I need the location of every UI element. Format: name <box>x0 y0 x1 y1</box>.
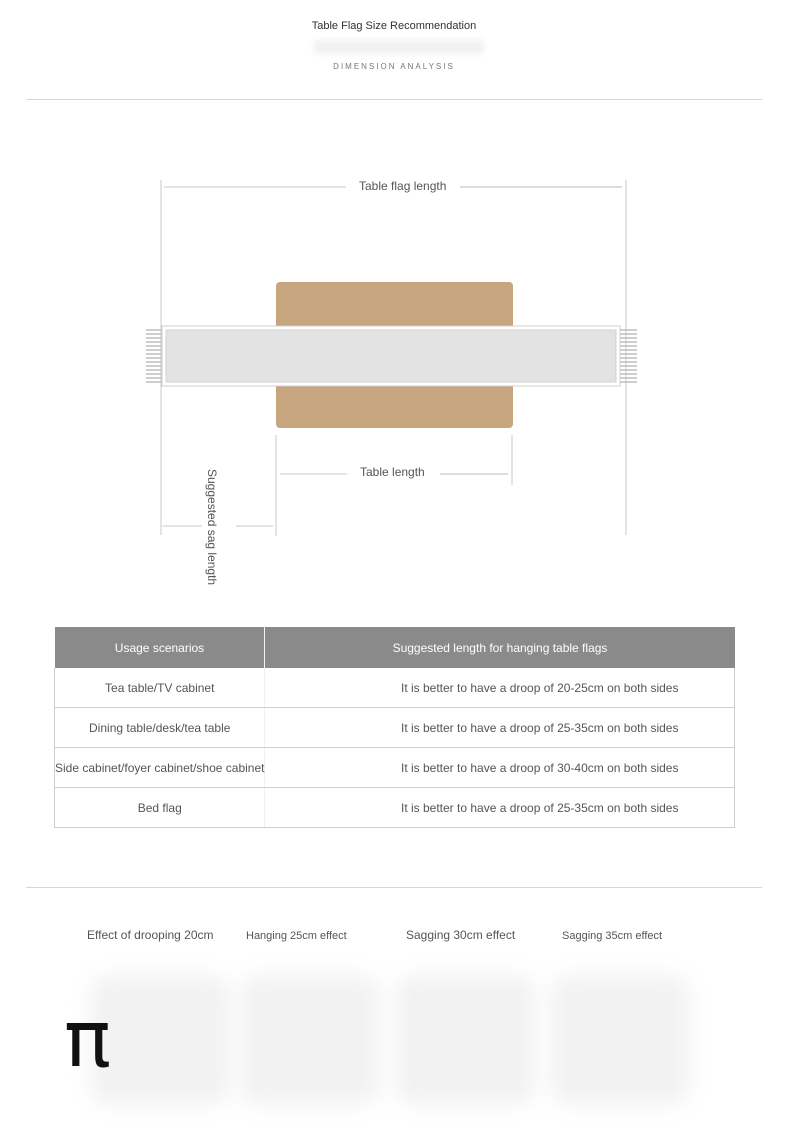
table-row <box>55 748 735 788</box>
scenario-cell: Bed flag <box>55 788 265 828</box>
bottom-divider <box>26 887 762 888</box>
suggestion-cell: It is better to have a droop of 30-40cm on both sides <box>265 748 735 788</box>
flag-length-label: Table flag length <box>359 179 447 193</box>
pi-logo-icon: π <box>64 995 111 1085</box>
header-suggested-length: Suggested length for hanging table flags <box>265 627 735 668</box>
page-title: Table Flag Size Recommendation <box>311 20 477 32</box>
table-length-label: Table length <box>360 465 425 479</box>
effect-30cm-label: Sagging 30cm effect <box>406 928 516 942</box>
header-usage-scenarios: Usage scenarios <box>55 627 265 668</box>
suggestion-cell: It is better to have a droop of 25-35cm on both sides <box>265 708 735 748</box>
usage-table <box>54 627 735 828</box>
table-row <box>55 668 735 708</box>
suggestion-cell: It is better to have a droop of 25-35cm on both sides <box>265 788 735 828</box>
effect-20cm-label: Effect of drooping 20cm <box>87 928 214 942</box>
scenario-cell: Dining table/desk/tea table <box>55 708 265 748</box>
flag-inner <box>166 330 616 382</box>
scenario-cell: Side cabinet/foyer cabinet/shoe cabinet <box>55 748 265 788</box>
right-fringe <box>619 330 637 382</box>
table-header-row <box>55 627 735 668</box>
effect-25cm-label: Hanging 25cm effect <box>246 930 347 942</box>
page-subtitle: DIMENSION ANALYSIS <box>333 62 455 71</box>
effect-20cm-photo <box>90 975 230 1105</box>
suggestion-cell: It is better to have a droop of 20-25cm on both sides <box>265 668 735 708</box>
sag-length-label: Suggested sag length <box>205 469 219 586</box>
effect-35cm-photo <box>550 975 690 1105</box>
effect-30cm-photo <box>395 975 535 1105</box>
scenario-cell: Tea table/TV cabinet <box>55 668 265 708</box>
table-row <box>55 708 735 748</box>
effect-25cm-photo <box>240 975 380 1105</box>
table-row <box>55 788 735 828</box>
effect-35cm-label: Sagging 35cm effect <box>562 930 663 942</box>
